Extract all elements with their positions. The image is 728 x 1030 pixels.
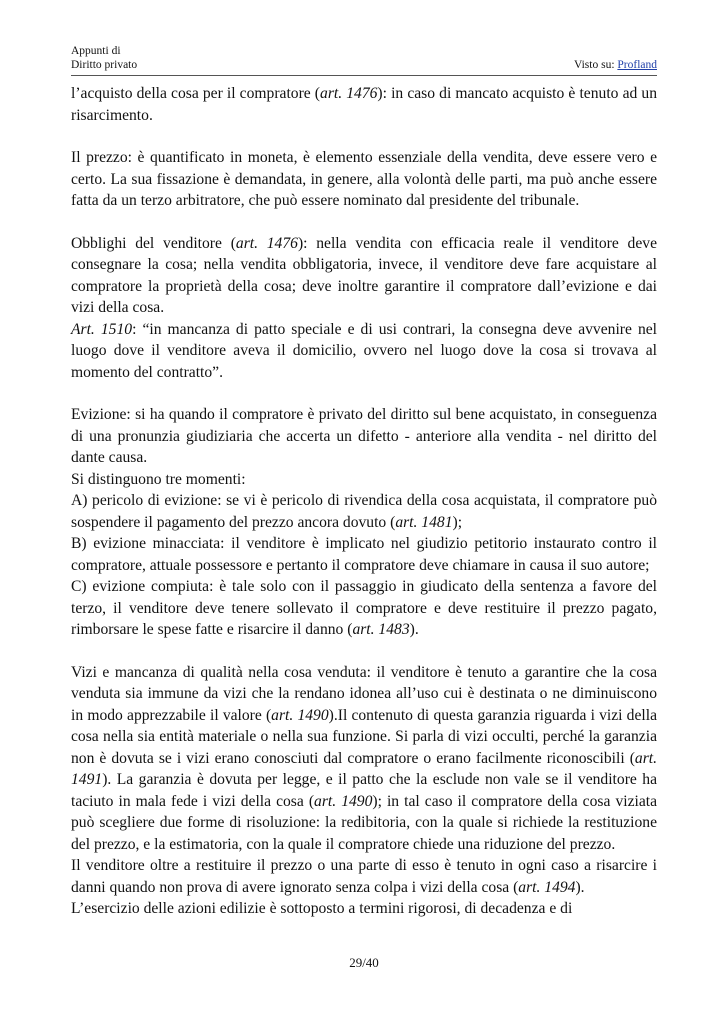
article-ref: art. 1483	[352, 621, 410, 638]
article-ref: art. 1481	[395, 513, 453, 531]
article-ref: art. 1490	[314, 792, 373, 810]
header-right	[574, 58, 657, 72]
text: : “in mancanza di patto speciale e di usi contrari, la consegna deve avvenire nel luogo dove il venditore aveva il domicilio, ovvero nel luogo dove la cosa si trovava al momento del contratto”.	[71, 320, 657, 381]
text: Evizione: si ha quando il compratore è privato del diritto sul bene acquistato, in conseguenza di una pronunzia giudiziaria che accerta un difetto - anteriore alla vendita - nel diritto del dante causa.	[71, 406, 657, 466]
paragraph-4	[71, 404, 657, 641]
text: ).Il contenuto di questa garanzia riguarda i vizi della cosa nella sia entità materiale o nella sua funzione. Si parla di vizi occulti, perché la garanzia non è dovuta se i vizi erano conosciuti dal compratore o erano facilmente riconoscibili (	[71, 706, 657, 767]
paragraph-2: Il prezzo: è quantificato in moneta, è elemento essenziale della vendita, deve essere vero e certo. La sua fissazione è demandata, in genere, alla volontà delle parti, ma può anche essere fatta da un terzo arbitratore, che può essere nominato dal presidente del tribunale.	[71, 149, 657, 209]
paragraph-1	[71, 83, 657, 126]
text: ). La garanzia è dovuta per legge, e il patto che la esclude non vale se il venditore ha taciuto in mala fede i vizi della cosa (	[71, 771, 657, 810]
text: L’esercizio delle azioni edilizie è sottoposto a termini rigorosi, di decadenza e di	[71, 900, 573, 917]
paragraph-3	[71, 233, 657, 384]
text: C) evizione compiuta: è tale solo con il passaggio in giudicato della sentenza a favore del terzo, il venditore deve tenere sollevato il compratore e deve restituire il prezzo pagato, rimborsare le spese fatte e risarcire il danno (	[71, 578, 657, 638]
text: );	[452, 513, 463, 531]
article-ref: art. 1490	[271, 706, 329, 724]
article-ref: art. 1491	[71, 749, 657, 788]
profland-link[interactable]: Profland	[617, 59, 657, 71]
header-left	[71, 44, 137, 72]
page-number: 29/40	[349, 955, 379, 970]
text: Si distinguono tre momenti:	[71, 470, 246, 488]
text: Vizi e mancanza di qualità nella cosa venduta: il venditore è tenuto a garantire che la cosa venduta sia immune da vizi che la rendano idonea all’uso cui è destinata o ne diminuiscono in modo apprezzabile il valore (	[71, 663, 657, 724]
text: l’acquisto della cosa per il compratore (	[71, 85, 321, 102]
text: ); in tal caso il compratore della cosa viziata può scegliere due forme di risoluzione: la redibitoria, con la quale si richiede la restituzione del prezzo, e la estimatoria, con la quale il compratore chiede una riduzione del prezzo.	[71, 792, 657, 853]
article-ref: art. 1476	[320, 85, 378, 102]
article-ref: Art. 1510	[71, 320, 133, 338]
text: ): in caso di mancato acquisto è tenuto ad un risarcimento.	[71, 85, 657, 124]
seen-on-label: Visto su:	[573, 59, 618, 71]
text: Il venditore oltre a restituire il prezzo o una parte di esso è tenuto in ogni caso a risarcire i danni quando non prova di avere ignorato senza colpa i vizi della cosa (	[71, 857, 657, 896]
text: A) pericolo di evizione: se vi è pericolo di rivendica della cosa acquistata, il compratore può sospendere il pagamento del prezzo ancora dovuto (	[71, 492, 657, 531]
article-ref: art. 1476	[235, 234, 298, 252]
text: Obblighi del venditore (	[71, 234, 236, 252]
document-body	[71, 83, 657, 920]
header-divider	[71, 75, 657, 76]
text: ).	[575, 878, 585, 896]
text: ).	[409, 621, 419, 638]
header-line-1: Appunti di	[71, 45, 121, 57]
text: B) evizione minacciata: il venditore è implicato nel giudizio petitorio instaurato contro il compratore, attuale possessore e pertanto il compratore deve chiamare in causa il suo autore;	[71, 535, 657, 574]
text: ): nella vendita con efficacia reale il venditore deve consegnare la cosa; nella vendita obbligatoria, invece, il venditore deve fare acquistare al compratore la proprietà della cosa; deve inoltre garantire il compratore dall’evizione e dai vizi della cosa.	[71, 234, 657, 316]
header-line-2: Diritto privato	[71, 59, 138, 71]
article-ref: art. 1494	[518, 878, 576, 896]
paragraph-5	[71, 662, 657, 920]
